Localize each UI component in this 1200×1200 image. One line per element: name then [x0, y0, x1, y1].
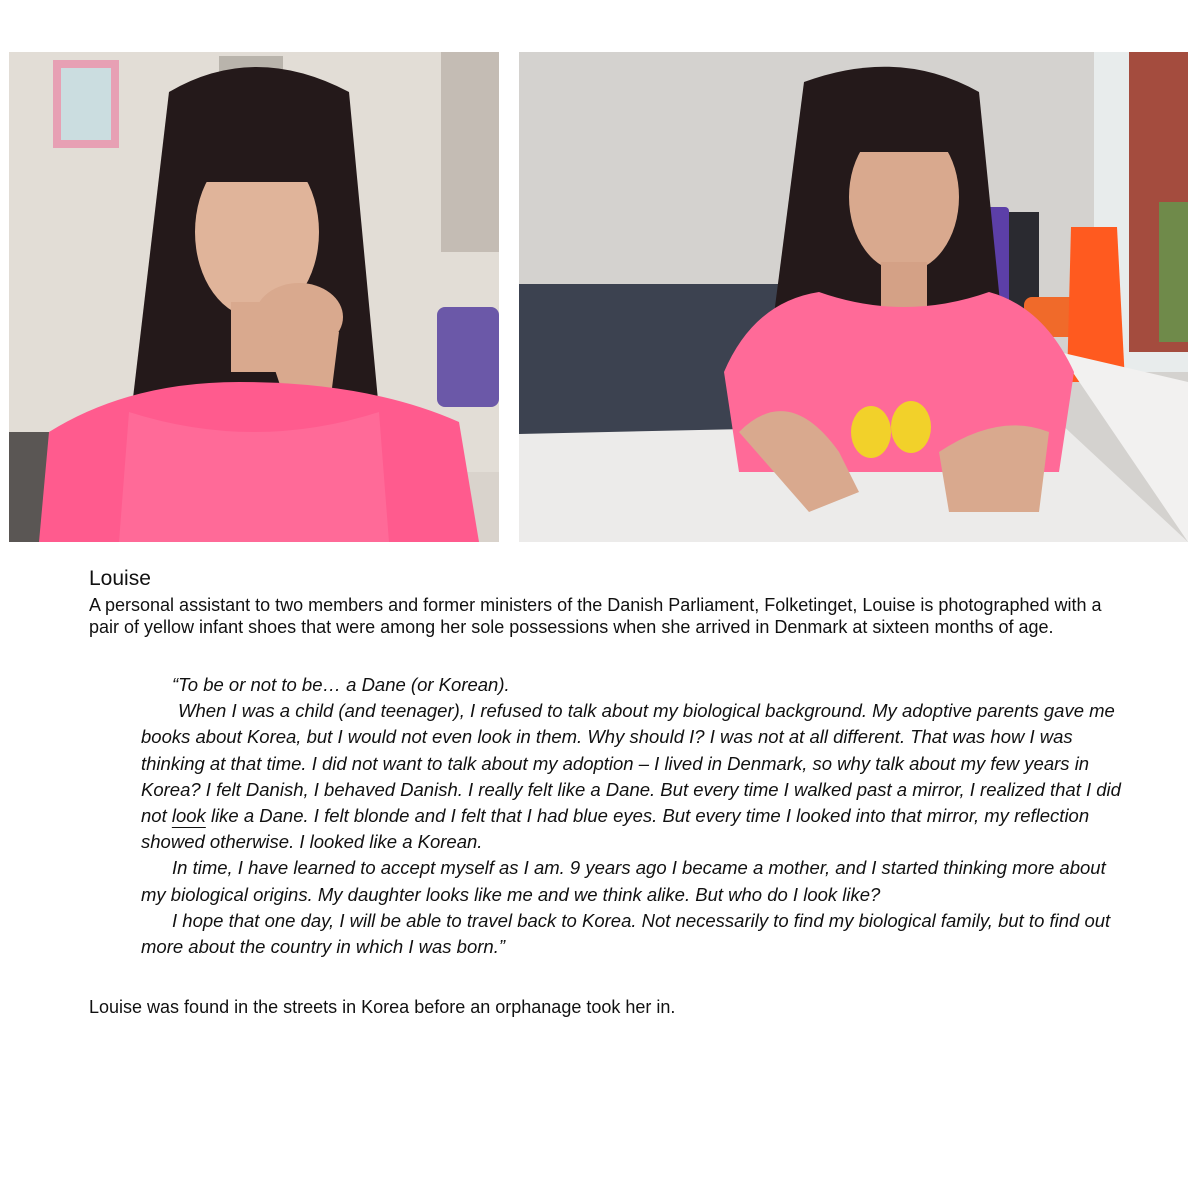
quote-text: like a Dane. I felt blonde and I felt that I had blue eyes. But every time I looked into that mirror, my reflection showed otherwise. I looked like a Korean. [141, 805, 1090, 853]
quote-paragraph-2: In time, I have learned to accept myself as I am. 9 years ago I became a mother, and I started thinking more about my biological origins. My daughter looks like me and we think alike. But who do I look like? [141, 857, 1106, 905]
portrait-photo-left [9, 52, 499, 542]
subject-name: Louise [89, 567, 151, 590]
caption-block [89, 566, 1129, 1018]
quote-title: “To be or not to be… a Dane (or Korean). [172, 674, 510, 695]
quote-block [141, 672, 1131, 960]
quote-text: When I was a child (and teenager), I refused to talk about my biological background. My adoptive parents gave me books about Korea, but I would not even look in them. Why should I? I was not at all different. That was how I was thinking at that time. I did not want to talk about my adoption – I lived in Denmark, so why talk about my few years in Korea? I felt Danish, I behaved Danish. I really felt like a Dane. But every time I walked past a mirror, I realized that I did not [141, 700, 1121, 827]
quote-paragraph-1 [141, 698, 1131, 855]
footer-paragraph: Louise was found in the streets in Korea before an orphanage took her in. [89, 997, 676, 1018]
quote-paragraph-3: I hope that one day, I will be able to travel back to Korea. Not necessarily to find my biological family, but to find out more about the country in which I was born.” [141, 909, 1111, 958]
intro-paragraph: A personal assistant to two members and former ministers of the Danish Parliament, Folketinget, Louise is photographed with a pair of yellow infant shoes that were among her sole possessions when she arrived in Denmark at sixteen months of age. [89, 595, 1102, 637]
underlined-word: look [171, 805, 206, 827]
portrait-photo-right [519, 52, 1188, 542]
